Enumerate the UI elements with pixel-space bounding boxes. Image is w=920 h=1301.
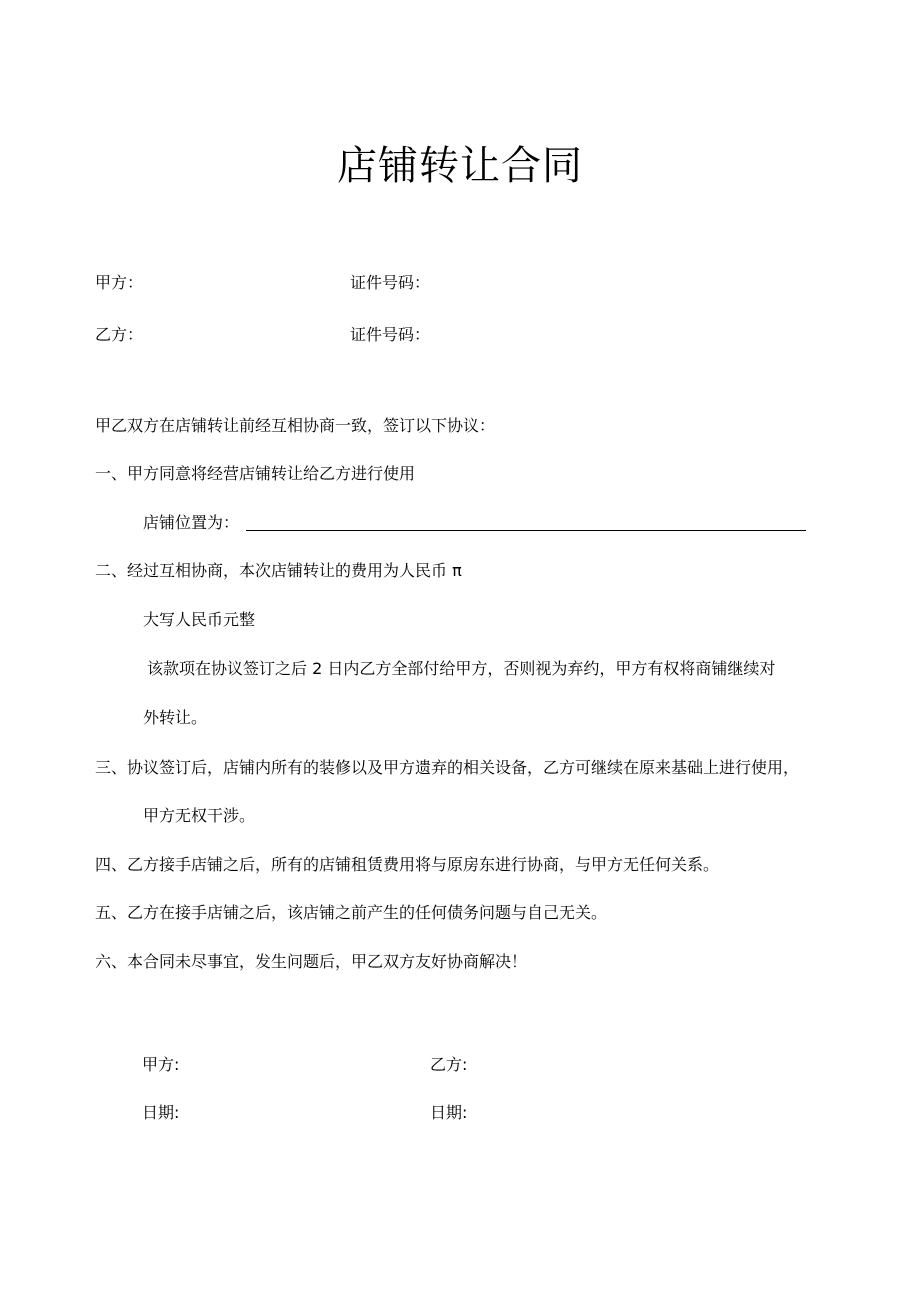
clause-6: 六、本合同未尽事宜，发生问题后，甲乙双方友好协商解决！ bbox=[95, 952, 528, 971]
clause-3-line-1: 三、协议签订后，店铺内所有的装修以及甲方遗弃的相关设备，乙方可继续在原来基础上进行使用， bbox=[95, 758, 800, 777]
clause-1: 一、甲方同意将经营店铺转让给乙方进行使用 bbox=[95, 464, 416, 483]
party-b-id-label: 证件号码： bbox=[350, 325, 431, 344]
party-b-label: 乙方： bbox=[95, 325, 144, 344]
signature-date-a: 日期: bbox=[142, 1103, 180, 1122]
intro-paragraph: 甲乙双方在店铺转让前经互相协商一致，签订以下协议： bbox=[95, 416, 496, 435]
signature-date-b: 日期: bbox=[430, 1103, 468, 1122]
shop-location-blank bbox=[246, 530, 806, 531]
party-a-id-label: 证件号码： bbox=[350, 273, 431, 292]
signature-party-b: 乙方: bbox=[430, 1055, 468, 1074]
clause-2: 二、经过互相协商，本次店铺转让的费用为人民币 π bbox=[95, 561, 462, 580]
clause-2-payment-line-2: 外转让。 bbox=[143, 708, 208, 727]
clause-5: 五、乙方在接手店铺之后，该店铺之前产生的任何债务问题与自己无关。 bbox=[95, 903, 608, 922]
clause-3-line-2: 甲方无权干涉。 bbox=[143, 806, 256, 825]
clause-2-payment-line-1: 该款项在协议签订之后 2 日内乙方全部付给甲方，否则视为弃约，甲方有权将商铺继续对 bbox=[147, 659, 776, 678]
party-a-label: 甲方： bbox=[95, 273, 144, 292]
clause-2-amount-words: 大写人民币元整 bbox=[143, 610, 256, 629]
clause-4: 四、乙方接手店铺之后，所有的店铺租赁费用将与原房东进行协商，与甲方无任何关系。 bbox=[95, 855, 720, 874]
document-title: 店铺转让合同 bbox=[337, 143, 583, 189]
signature-party-a: 甲方: bbox=[142, 1055, 180, 1074]
shop-location-label: 店铺位置为： bbox=[143, 513, 240, 532]
